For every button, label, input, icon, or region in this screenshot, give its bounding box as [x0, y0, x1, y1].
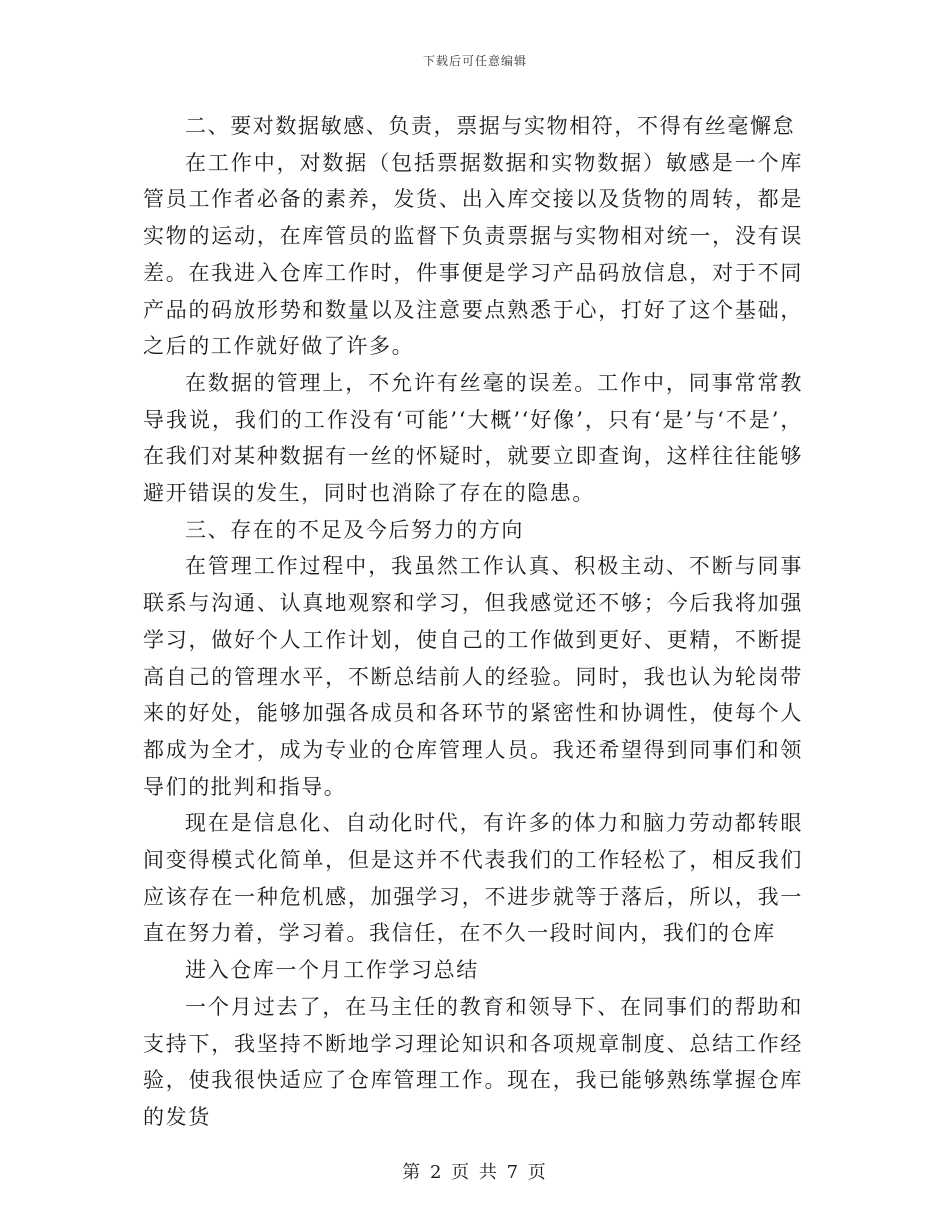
paragraph: 在管理工作过程中，我虽然工作认真、积极主动、不断与同事联系与沟通、认真地观察和学习，但我感觉还不够；今后我将加强学习，做好个人工作计划，使自己的工作做到更好、更精，不断提高自己的管理水平，不断总结前人的经验。同时，我也认为轮岗带来的好处，能够加强各成员和各环节的紧密性和协调性，使每个人都成为全才，成为专业的仓库管理人员。我还希望得到同事们和领导们的批判和指导。 [143, 554, 803, 799]
section-heading: 三、存在的不足及今后努力的方向 [185, 517, 524, 542]
document-body [143, 108, 803, 1136]
page-number-footer: 第 2 页 共 7 页 [402, 1162, 548, 1183]
page-header: 下载后可任意编辑 [422, 54, 527, 68]
paragraph: 在工作中，对数据（包括票据数据和实物数据）敏感是一个库管员工作者必备的素养，发货、出入库交接以及货物的周转，都是实物的运动，在库管员的监督下负责票据与实物相对统一，没有误差。在我进入仓库工作时，件事便是学习产品码放信息，对于不同产品的码放形势和数量以及注意要点熟悉于心，打好了这个基础，之后的工作就好做了许多。 [143, 150, 803, 359]
section-heading: 进入仓库一个月工作学习总结 [185, 958, 479, 983]
paragraph: 现在是信息化、自动化时代，有许多的体力和脑力劳动都转眼间变得模式化简单，但是这并不代表我们的工作轻松了，相反我们应该存在一种危机感，加强学习，不进步就等于落后，所以，我一直在努力着，学习着。我信任，在不久一段时间内，我们的仓库 [143, 811, 803, 946]
section-heading: 二、要对数据敏感、负责，票据与实物相符，不得有丝毫懈怠 [185, 114, 796, 138]
paragraph: 一个月过去了，在马主任的教育和领导下、在同事们的帮助和支持下，我坚持不断地学习理论知识和各项规章制度、总结工作经验，使我很快适应了仓库管理工作。现在，我已能够熟练掌握仓库的发货 [143, 994, 803, 1129]
paragraph: 在数据的管理上，不允许有丝毫的误差。工作中，同事常常教导我说，我们的工作没有‘可能’‘大概’‘好像’，只有‘是’与‘不是’，在我们对某种数据有一丝的怀疑时，就要立即查询，这样往往能够避开错误的发生，同时也消除了存在的隐患。 [143, 370, 803, 506]
